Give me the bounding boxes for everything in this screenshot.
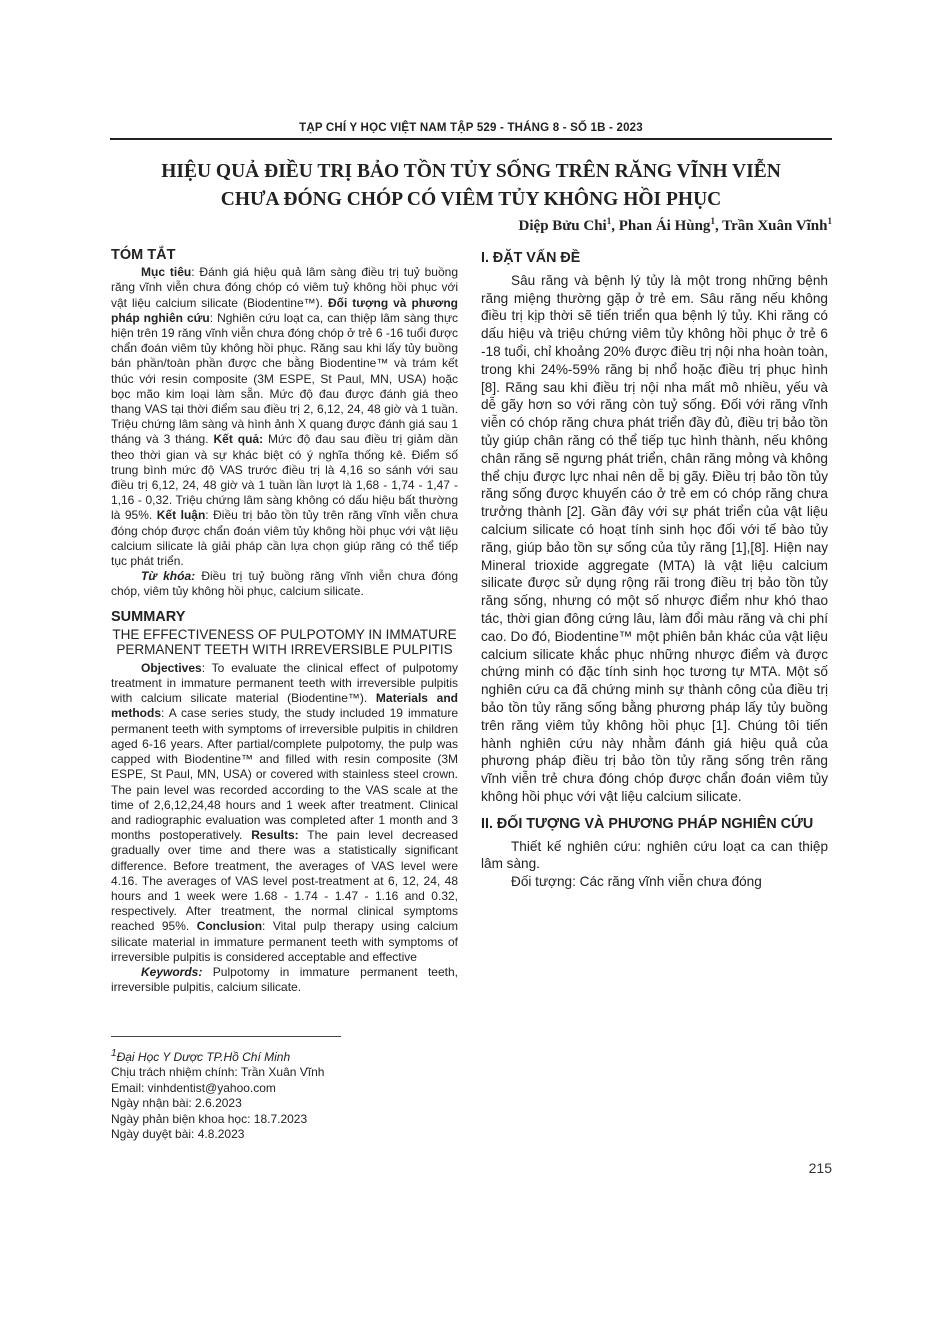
summary-methods-text: : A case series study, the study included 19 immature permanent teeth with symptoms of irreversible pulpitis in children aged 6-16 years. After partial/complete pulpotomy, the pulp was capped with Biodentine™ and filled with resin composite (3M ESPE, St Paul, MN, USA) or covered with stainless steel crown. The pain level was recorded according to the VAS scale at the time of 2,6,12,24,48 hours and 1 week after treatment. Clinical and radiographic evaluation was completed after 1 month and 3 months postoperatively. [111,706,458,843]
author-2: Phan Ái Hùng [618,218,711,234]
page-number: 215 [808,1160,832,1176]
author-1-affil: 1 [606,216,612,226]
section2-design-text: nghiên cứu loạt ca can thiệp lâm sàng. [481,838,828,872]
right-column [481,244,828,891]
left-column [111,246,458,995]
summary-objectives-text: : To evaluate the clinical effect of pulpotomy treatment in immature permanent teeth with irreversible pulpitis with calcium silicate material (Biodentine™). [111,660,458,706]
footnotes [111,1046,458,1142]
footnote-affil-text: Đại Học Y Dược TP.Hồ Chí Minh [116,1050,291,1064]
author-3: Trần Xuân Vĩnh [722,218,828,234]
author-2-affil: 1 [710,216,715,226]
section1-body [481,250,828,891]
summary-methods-label: Materials and methods [111,691,458,721]
section1-heading: I. ĐẶT VẤN ĐỀ [481,250,581,266]
tomtat-objective-label: Mục tiêu [141,265,192,280]
section2-heading: II. ĐỐI TƯỢNG VÀ PHƯƠNG PHÁP NGHIÊN CỨU [481,815,814,832]
tomtat-conclusion-label: Kết luận [156,508,206,523]
tomtat-conclusion-text: : Điều trị bảo tồn tủy trên răng vĩnh viễn chưa đóng chóp được chẩn đoán viêm tủy không hồi phục với vật liệu calcium silicate là giải pháp cần lựa chọn giúp răng có thể tiếp tục phát triển. [111,508,459,569]
footnote-email: Email: vinhdentist@yahoo.com [111,1080,276,1095]
footnote-reviewed: Ngày phản biện khoa học: 18.7.2023 [111,1111,308,1126]
summary-conclusion-text: : Vital pulp therapy using calcium silicate material in immature permanent teeth with symptoms of irreversible pulpitis is considered acceptable and effective [111,919,458,964]
tomtat-methods-label: Đối tượng và phương pháp nghiên cứu [111,295,458,325]
section2-design [481,838,828,874]
section2-design-label: Thiết kế nghiên cứu: [511,838,642,854]
tomtat-heading: TÓM TẮT [111,247,176,263]
authors [400,216,832,235]
tomtat-objective-text: : Đánh giá hiệu quả lâm sàng điều trị tuỷ buồng răng vĩnh viễn chưa đóng chóp có viêm tuỷ không hồi phục với vật liệu calcium silicate (Biodentine™). [111,265,458,310]
footnote-affiliation [111,1046,458,1065]
tomtat-results-text: Mức độ đau sau điều trị giảm dần theo thời gian và sự khác biệt có ý nghĩa thống kê. Điểm số trung bình mức độ VAS trước điều trị là 4,16 so sánh với sau điều trị 6,12, 24, 48 giờ và 1 tuần lần lượt là 1,68 - 1,74 - 1,47 - 1,16 - 0,32. Triệu chứng lâm sàng không có dấu hiệu bất thường là 95%. [111,432,459,523]
summary-keywords-label: Keywords: [141,964,203,979]
section1-paragraph: Sâu răng và bệnh lý tủy là một trong những bệnh răng miệng thường gặp ở trẻ em. Sâu răng nếu không điều trị kịp thời sẽ tiến triển qua bệnh lý tủy. Khi răng có dấu hiệu và triệu chứng viêm tủy không hồi phục ở trẻ 6 -18 tuổi, chỉ khoảng 20% được điều trị nội nha hoàn toàn, trong khi 24%-59% răng bị nhổ hoặc điều trị phục hình [8]. Răng sau khi điều trị nội nha mất mô nhiều, yếu và dễ gãy hơn so với răng còn tuỷ sống. Đối với răng vĩnh viễn có chóp răng chưa phát triển đầy đủ, điều trị bảo tồn tủy giúp chân răng có thể tiếp tục hình thành, nếu không chân răng sẽ ngưng phát triển, chân răng mỏng và không thể chịu được lực nhai nên dễ bị gãy. Điều trị bảo tồn tủy răng sống được khuyến cáo ở trẻ em có chóp răng chưa trưởng thành [2]. Gần đây với sự phát triển của vật liệu calcium silicate có hoạt tính sinh học đối với tế bào tủy răng, giúp bảo tồn sự sống của tủy răng [1],[8]. Hiện nay Mineral trioxide aggregate (MTA) là vật liệu calcium silicate được sử dụng rộng rãi trong điều trị bảo tồn tủy răng sống, nhưng có một số nhược điểm như khó thao tác, thời gian đông cứng lâu, làm đổi màu răng và chi phí cao. Do đó, Biodentine™ một phiên bản khác của vật liệu calcium silicate khắc phục những nhược điểm và được chứng minh có đặc tính sinh học tương tự MTA. Một số nghiên cứu ca đã chứng minh sự thành công của điều trị bảo tồn tủy răng sống bằng phương pháp lấy tủy buồng trên răng viêm tủy không hồi phục [1]. Chúng tôi tiến hành nghiên cứu này nhằm đánh giá hiệu quả của phương pháp điều trị bảo tồn tủy răng sống trên răng vĩnh viễn trẻ chưa đóng chóp được chẩn đoán viêm tủy không hồi phục với vật liệu calcium silicate. [481,272,828,804]
summary-keywords [111,965,458,995]
summary-abstract [111,661,458,965]
author-1: Diệp Bửu Chi [518,218,607,234]
summary-heading: SUMMARY [111,608,186,625]
footnote-affil-mark: 1 [111,1048,117,1059]
summary-results-text: The pain level decreased gradually over time and there was a statistically significant difference. Before treatment, the averages of VAS level were 4.16. The averages of VAS level post-treatment at 6, 12, 24, 48 hours and 1 week were 1.68 - 1.74 - 1.47 - 1.16 and 0.32, respectively. After treatment, the normal clinical symptoms reached 95%. [111,828,458,934]
author-sep-2: , [714,218,723,234]
section2-subjects-label: Đối tượng: [511,874,576,890]
tomtat-keywords-label: Từ khóa: [141,569,196,584]
summary-objectives-label: Objectives [141,660,202,675]
summary-title: THE EFFECTIVENESS OF PULPOTOMY IN IMMATURE PERMANENT TEETH WITH IRREVERSIBLE PULPITIS [112,626,457,658]
article-title [110,158,832,214]
footnote-rule [111,1036,341,1037]
author-3-affil: 1 [827,216,832,226]
header-rule [110,138,832,140]
summary-keywords-text: Pulpotomy in immature permanent teeth, irreversible pulpitis, calcium silicate. [111,964,458,995]
tomtat-methods-text: : Nghiên cứu loạt ca, can thiệp lâm sàng thực hiện trên 19 răng vĩnh viễn chưa đóng chóp ở trẻ 6 -16 tuổi được chẩn đoán viêm tủy không hồi phục. Răng sau khi lấy tủy buồng bán phần/toàn phần được che bằng Biodentine™ và trám kết thúc với resin composite (3M ESPE, St Paul, MN, USA) hoặc bọc mão kim loại làm sẵn. Mức độ đau được đánh giá theo thang VAS tại thời điểm sau điều trị 2, 6,12, 24, 48 giờ và 1 tuần. Triệu chứng lâm sàng và hình ảnh X quang được đánh giá sau 1 tháng và 3 tháng. [111,310,459,447]
tomtat-keywords [111,569,458,599]
section2-subjects [481,873,828,891]
tomtat-keywords-text: Điều trị tuỷ buồng răng vĩnh viễn chưa đóng chóp, viêm tủy không hồi phục, calcium silicate. [111,569,458,599]
footnote-accepted: Ngày duyệt bài: 4.8.2023 [111,1127,245,1142]
footnote-correspondence: Chịu trách nhiệm chính: Trần Xuân Vĩnh [111,1065,325,1080]
title-line-1: HIỆU QUẢ ĐIỀU TRỊ BẢO TỒN TỦY SỐNG TRÊN RĂNG VĨNH VIỄN [161,161,781,182]
section2-subjects-text: Các răng vĩnh viễn chưa đóng [575,874,762,890]
summary-conclusion-label: Conclusion [196,919,263,934]
running-head: TẠP CHÍ Y HỌC VIỆT NAM TẬP 529 - THÁNG 8 - SỐ 1B - 2023 [299,122,643,134]
tomtat-abstract [111,265,458,569]
footnote-received: Ngày nhận bài: 2.6.2023 [111,1096,242,1111]
author-sep-1: , [611,218,619,234]
title-line-2: CHƯA ĐÓNG CHÓP CÓ VIÊM TỦY KHÔNG HỒI PHỤC [220,189,722,210]
summary-results-label: Results: [251,828,299,843]
tomtat-results-label: Kết quả: [213,432,264,447]
